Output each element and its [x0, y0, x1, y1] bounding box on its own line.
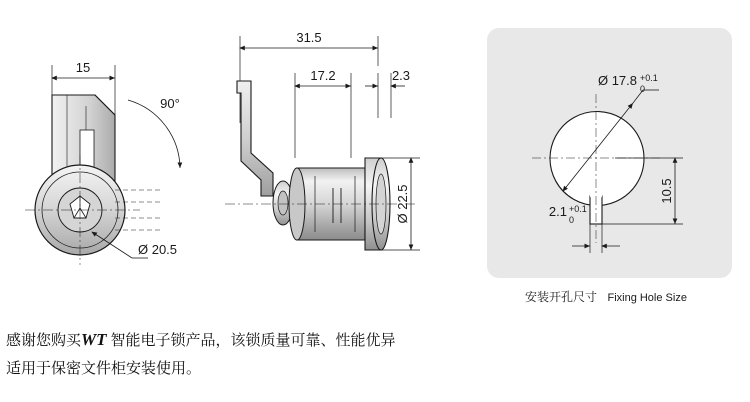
fixing-hole-caption-cn: 安装开孔尺寸 — [525, 290, 598, 304]
dim-label-hole-diameter: Ø 17.8 — [597, 73, 637, 88]
dim-label-hole-tol-upper: +0.1 — [640, 73, 658, 83]
dim-label-90deg: 90° — [160, 96, 180, 111]
brand-name: WT — [81, 330, 107, 349]
dim-label-2-1: 2.1 — [548, 204, 567, 219]
fixing-hole-circle — [550, 111, 644, 205]
footer-line-1-after: 智能电子锁产品，该锁质量可靠、性能优异 — [110, 331, 396, 349]
dim-label-17-2: 17.2 — [310, 68, 336, 83]
footer-line-1 — [6, 325, 746, 355]
dim-label-15: 15 — [75, 60, 91, 75]
dim-label-10-5: 10.5 — [659, 178, 674, 204]
dim-keyway-width — [549, 204, 620, 253]
middle-view-drawing — [215, 18, 465, 288]
dim-label-31-5: 31.5 — [296, 30, 322, 45]
dim-length-17-2 — [295, 68, 351, 158]
fixing-hole-caption — [525, 288, 687, 306]
dim-length-31-5 — [240, 30, 378, 123]
dim-label-2-1-tol-lower: 0 — [569, 215, 575, 225]
dim-angle-90 — [128, 96, 180, 168]
footer-line-2: 适用于保密文件柜安装使用。 — [6, 358, 202, 377]
dim-label-2-3: 2.3 — [391, 68, 411, 83]
dim-label-hole-tol-lower: 0 — [640, 84, 646, 94]
fixing-hole-panel — [487, 28, 732, 278]
fixing-hole-caption-en: Fixing Hole Size — [607, 292, 687, 304]
footer-line-1-before: 感谢您购买 — [6, 331, 82, 349]
footer-text-block — [6, 325, 746, 381]
dim-label-22-5: Ø 22.5 — [395, 184, 410, 224]
cam-arm-profile — [237, 81, 273, 196]
dim-label-2-1-tol-upper: +0.1 — [569, 204, 587, 214]
cam-nut-inner — [278, 191, 288, 215]
left-view-drawing — [20, 20, 240, 290]
dim-label-20-5: Ø 20.5 — [138, 242, 178, 257]
dim-length-2-3 — [365, 68, 410, 118]
